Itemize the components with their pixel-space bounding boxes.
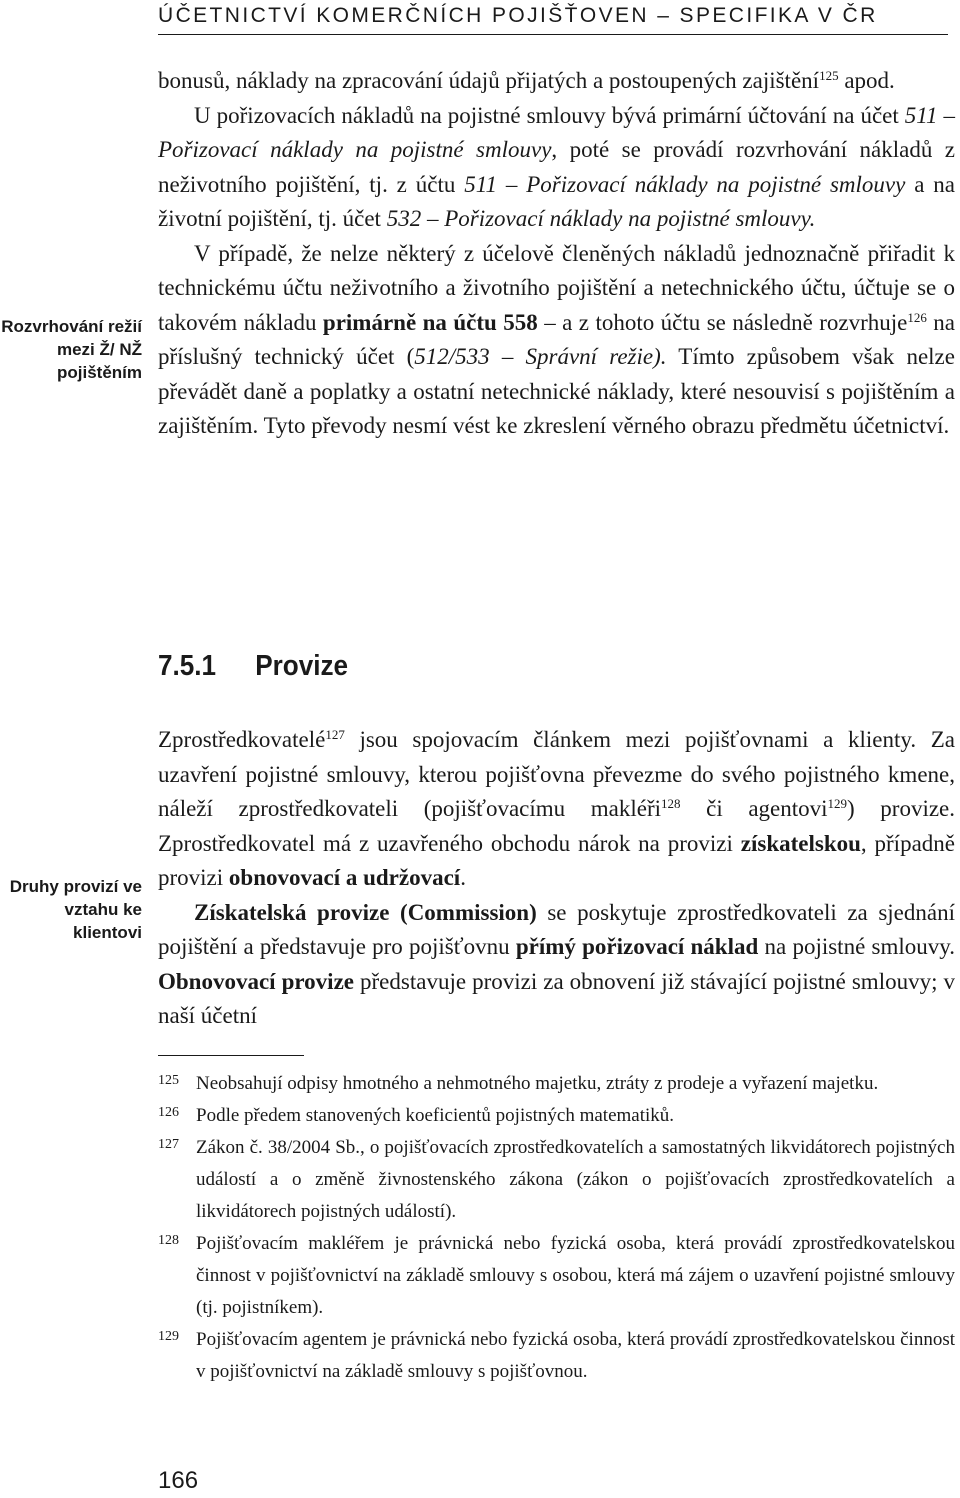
footnote-ref-126[interactable]: 126	[907, 309, 927, 325]
text-run: představuje provizi za obnovení již stávající pojistné smlouvy; v naší účetní	[158, 968, 955, 1028]
text-run: Tímto způsobem však nelze převádět daně a poplatky a ostatní netechnické náklady, které nesouvisí s pojištěním a zajištěním. Tyto převody nesmí vést ke zkreslení věrného obrazu předmětu účetnictví.	[158, 344, 955, 438]
paragraph-rozvrhovani	[158, 99, 955, 237]
page-number: 166	[158, 1467, 199, 1494]
text-run: na pojistné smlouvy.	[758, 934, 955, 959]
text-run: na příslušný technický účet (	[158, 309, 956, 369]
text-run: Zprostředkovatelé	[158, 727, 326, 752]
footnotes	[158, 1068, 955, 1388]
footnote-text: Podle předem stanovených koeficientů pojistných matematiků.	[196, 1105, 675, 1126]
footnote-text: Pojišťovacím agentem je právnická nebo fyzická osoba, která provádí zprostředkovatelskou činnost v pojišťovnictví na základě smlouvy s pojišťovnou.	[196, 1329, 955, 1382]
main-text-top	[158, 64, 955, 444]
footnote-ref-125[interactable]: 125	[819, 68, 839, 83]
paragraph-ucet-558	[158, 237, 955, 444]
running-head: ÚČETNICTVÍ KOMERČNÍCH POJIŠŤOVEN – SPECIFIKA V ČR	[158, 4, 948, 35]
text-run: ) provize. Zprostředkovatel má z uzavřeného obchodu nárok na provizi	[158, 796, 956, 856]
text-run: – a z tohoto účtu se následně rozvrhuje	[537, 309, 908, 335]
footnote-ref-127[interactable]: 127	[325, 727, 345, 742]
section-number: 7.5.1	[158, 650, 217, 682]
paragraph-zprostredkovatele	[158, 723, 955, 896]
bold-term: přímý pořizovací náklad	[515, 934, 759, 959]
text-run: , případně provizi	[158, 830, 955, 890]
text-run: bonusů, náklady na zpracování údajů přijatých a postoupených zajištění	[158, 68, 820, 93]
account-512-533-ref: 512/533 – Správní režie).	[414, 344, 667, 369]
text-run: V případě, že nelze některý z účelově členěných nákladů jednoznačně přiřadit k technickému účtu neživotního a životního pojištění a netechnického účtu, účtuje se o takovém nákladu	[158, 240, 955, 335]
footnote-number: 127	[158, 1137, 179, 1152]
bold-term: Získatelská provize (Commission)	[194, 899, 537, 925]
main-text-provize	[158, 723, 955, 1034]
footnote-127	[158, 1132, 955, 1228]
text-run: apod.	[838, 68, 895, 93]
marginal-note-rozvrhovani: Rozvrhování režií mezi Ž/ NŽ pojištěním	[1, 317, 142, 382]
paragraph-continuation	[158, 64, 955, 99]
text-run: či agentovi	[680, 796, 828, 821]
bold-term: primárně na účtu 558	[322, 309, 538, 335]
marginal-note-druhy-provizi: Druhy provizí ve vztahu ke klientovi	[9, 877, 142, 942]
text-run: .	[460, 865, 466, 890]
footnote-ref-128[interactable]: 128	[661, 796, 681, 811]
text-run: U pořizovacích nákladů na pojistné smlouvy bývá primární účtování na účet	[194, 102, 905, 128]
section-title: Provize	[255, 650, 349, 682]
account-511-ref: 511 – Pořizovací náklady na pojistné smlouvy	[464, 171, 906, 197]
footnote-divider	[158, 1055, 304, 1056]
footnote-ref-129[interactable]: 129	[827, 796, 848, 811]
text-run: a na životní pojištění, tj. účet	[158, 171, 955, 231]
bold-term: získatelskou	[740, 830, 861, 856]
text-run: se poskytuje zprostředkovateli za sjednání pojištění a představuje pro pojišťovnu	[158, 899, 955, 959]
bold-term: obnovovací a udržovací	[228, 865, 461, 890]
account-511-ref: 511 – Pořizovací náklady na pojistné smlouvy	[158, 102, 955, 162]
text-run: , poté se provádí rozvrhování nákladů z neživotního pojištění, tj. z účtu	[158, 137, 955, 197]
footnote-128	[158, 1228, 955, 1324]
footnote-number: 128	[158, 1233, 179, 1248]
footnote-number: 125	[158, 1073, 179, 1088]
footnote-129	[158, 1324, 955, 1388]
bold-term: Obnovovací provize	[158, 968, 354, 994]
footnote-125	[158, 1068, 955, 1100]
footnote-text: Zákon č. 38/2004 Sb., o pojišťovacích zprostředkovatelích a samostatných likvidátorech pojistných událostí a o změně živnostenského zákona (zákon o pojišťovacích zprostředkovatelích a likvidátorech pojistných událostí).	[196, 1137, 955, 1222]
footnote-text: Neobsahují odpisy hmotného a nehmotného majetku, ztráty z prodeje a vyřazení majetku.	[196, 1073, 879, 1094]
footnote-number: 129	[158, 1329, 179, 1344]
section-heading	[158, 650, 348, 683]
paragraph-ziskatelska-provize	[158, 896, 955, 1034]
footnote-126	[158, 1100, 955, 1132]
text-run: jsou spojovacím článkem mezi pojišťovnami a klienty. Za uzavření pojistné smlouvy, kterou pojišťovna převezme do svého pojistného kmene, náleží zprostředkovateli (pojišťovacímu makléři	[158, 727, 955, 821]
footnote-number: 126	[158, 1105, 179, 1120]
footnote-text: Pojišťovacím makléřem je právnická nebo fyzická osoba, která provádí zprostředkovatelskou činnost v pojišťovnictví na základě smlouvy s osobou, která má zájem o uzavření pojistné smlouvy (tj. pojistníkem).	[196, 1233, 955, 1318]
account-532-ref: 532 – Pořizovací náklady na pojistné smlouvy.	[386, 206, 816, 231]
